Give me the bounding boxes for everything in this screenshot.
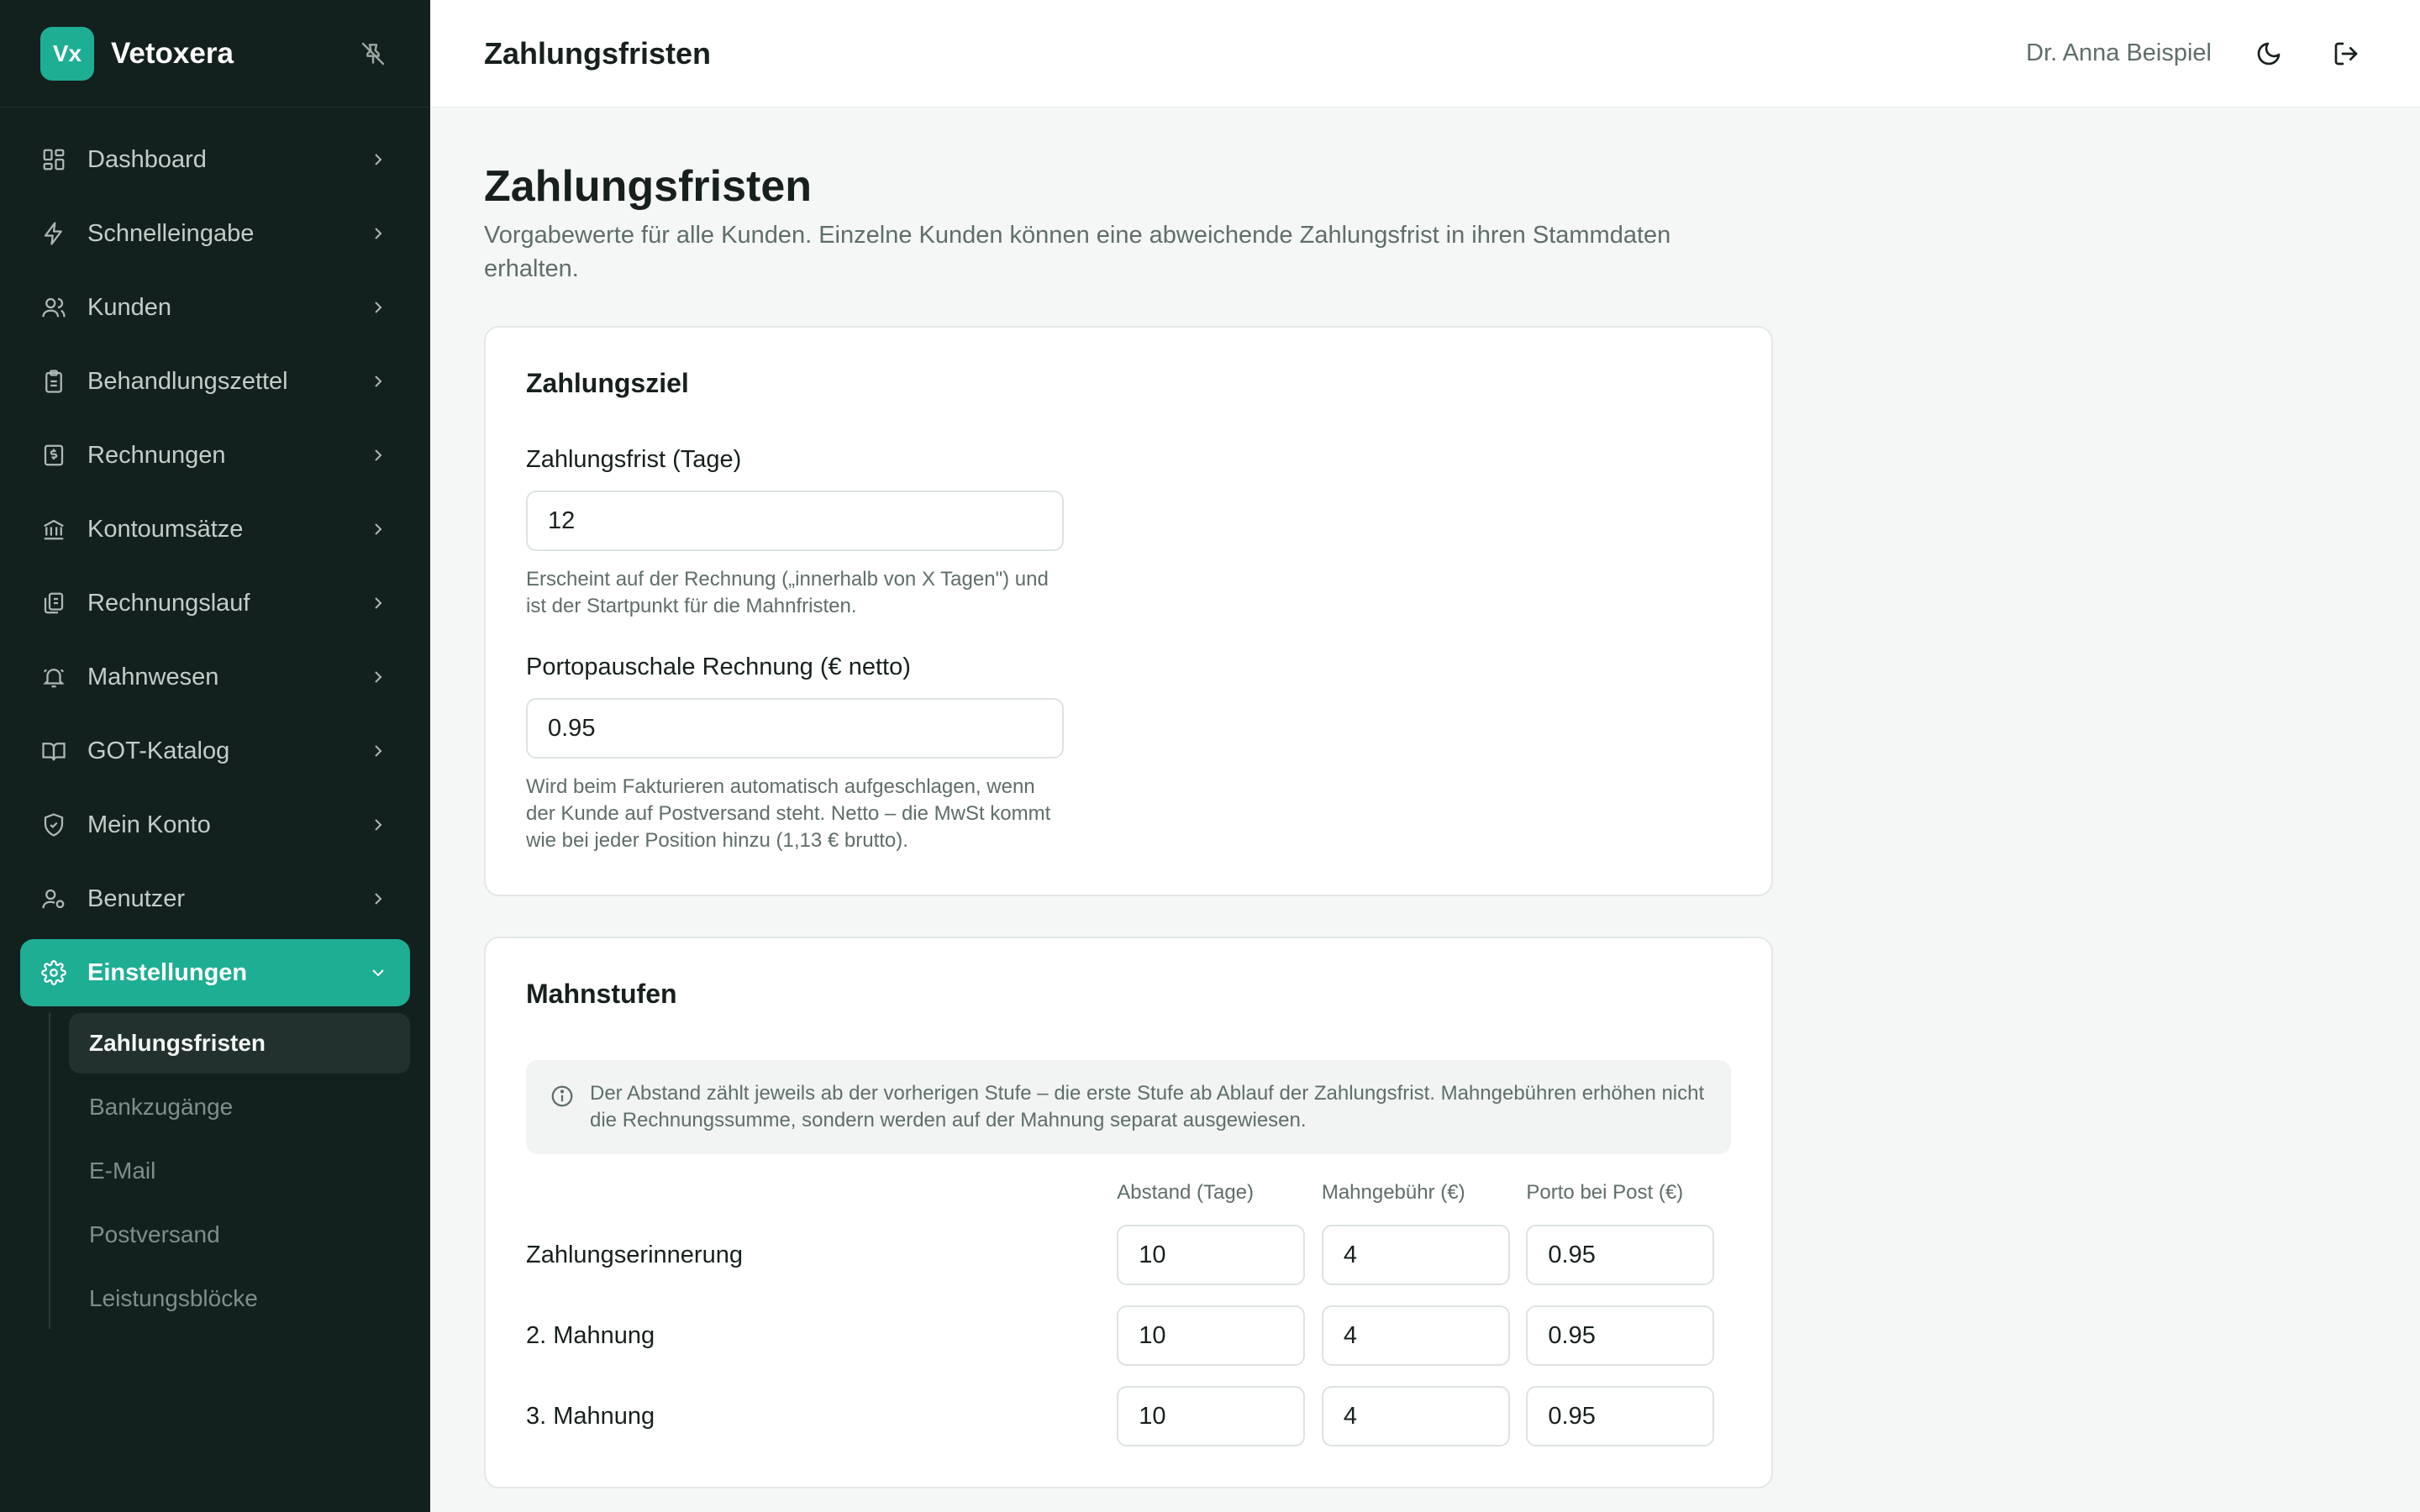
sidebar-item-label: Rechnungen <box>87 441 226 469</box>
sidebar-item-label: Behandlungszettel <box>87 367 288 395</box>
mahngebuehr-input[interactable] <box>1322 1305 1510 1366</box>
sidebar-item-label: Kontoumsätze <box>87 515 244 543</box>
table-header <box>526 1181 1731 1205</box>
book-icon <box>40 738 67 764</box>
user-name[interactable]: Dr. Anna Beispiel <box>2026 39 2212 66</box>
settings-subnav <box>49 1013 410 1329</box>
subnav-item-zahlungsfristen[interactable]: Zahlungsfristen <box>69 1013 410 1074</box>
info-box <box>526 1060 1731 1154</box>
zahlungsfrist-label: Zahlungsfrist (Tage) <box>526 446 742 473</box>
gear-icon <box>40 959 67 986</box>
chevron-right-icon <box>366 517 390 541</box>
sidebar <box>0 0 430 1512</box>
table-row <box>526 1386 1731 1446</box>
chevron-right-icon <box>366 296 390 319</box>
sidebar-item-schnelleingabe[interactable] <box>20 200 410 267</box>
page-title: Zahlungsfristen <box>484 162 813 211</box>
zahlungsfrist-input[interactable] <box>526 491 1064 551</box>
sidebar-item-kontoumsaetze[interactable] <box>20 496 410 563</box>
info-text: Der Abstand zählt jeweils ab der vorherigen Stufe – die erste Stufe ab Ablauf der Zahlungsfrist. Mahngebühren erhöhen nicht die Rechnungssumme, sondern werden auf der Mahnung separat ausgewiesen. <box>590 1082 1705 1131</box>
row-label: Zahlungserinnerung <box>526 1241 743 1268</box>
mahngebuehr-input[interactable] <box>1322 1225 1510 1285</box>
layout-grid-icon <box>40 146 67 173</box>
table-row <box>526 1305 1731 1366</box>
clipboard-icon <box>40 368 67 395</box>
chevron-right-icon <box>366 887 390 911</box>
porto-input[interactable] <box>1526 1386 1714 1446</box>
page-description: Vorgabewerte für alle Kunden. Einzelne Kunden können eine abweichende Zahlungsfrist in ihren Stammdaten erhalten. <box>484 222 1671 282</box>
topbar-title: Zahlungsfristen <box>484 35 712 71</box>
shield-icon <box>40 811 67 838</box>
abstand-input[interactable] <box>1117 1386 1305 1446</box>
table-row <box>526 1225 1731 1285</box>
sidebar-item-label: GOT-Katalog <box>87 737 230 764</box>
zahlungsfrist-hint: Erscheint auf der Rechnung („innerhalb von X Tagen") und ist der Startpunkt für die Mahnfristen. <box>526 568 1049 617</box>
chevron-right-icon <box>366 739 390 763</box>
column-header: Porto bei Post (€) <box>1526 1181 1684 1204</box>
sidebar-item-label: Rechnungslauf <box>87 589 250 617</box>
porto-input[interactable] <box>1526 1305 1714 1366</box>
sidebar-item-rechnungen[interactable] <box>20 422 410 489</box>
logout-icon[interactable] <box>2326 34 2366 74</box>
brand <box>0 0 430 108</box>
subnav-item-leistungsbloecke[interactable]: Leistungsblöcke <box>89 1285 258 1311</box>
sidebar-item-label: Mein Konto <box>87 811 211 838</box>
users-icon <box>40 294 67 321</box>
chevron-right-icon <box>366 665 390 689</box>
topbar <box>430 0 2420 108</box>
chevron-right-icon <box>366 370 390 393</box>
brand-logo[interactable]: Vx <box>40 27 94 81</box>
main-content <box>484 108 1778 1488</box>
chevron-right-icon <box>366 222 390 245</box>
sidebar-item-mein-konto[interactable] <box>20 791 410 858</box>
bell-icon <box>40 664 67 690</box>
subnav-item-email[interactable]: E-Mail <box>89 1158 156 1184</box>
sidebar-item-label: Schnelleingabe <box>87 219 255 247</box>
receipt-icon <box>40 442 67 469</box>
mahngebuehr-input[interactable] <box>1322 1386 1510 1446</box>
zap-icon <box>40 220 67 247</box>
card-title: Zahlungsziel <box>526 368 689 398</box>
abstand-input[interactable] <box>1117 1305 1305 1366</box>
sidebar-nav <box>0 108 430 1329</box>
sidebar-item-label: Einstellungen <box>87 958 248 986</box>
moon-icon[interactable] <box>2249 34 2289 74</box>
subnav-item-bankzugaenge[interactable]: Bankzugänge <box>89 1094 234 1120</box>
sidebar-item-label: Kunden <box>87 293 171 321</box>
sidebar-item-got-katalog[interactable] <box>20 717 410 785</box>
row-label: 2. Mahnung <box>526 1321 655 1349</box>
sidebar-item-label: Dashboard <box>87 145 207 173</box>
sidebar-item-kunden[interactable] <box>20 274 410 341</box>
sidebar-item-benutzer[interactable] <box>20 865 410 932</box>
card-title: Mahnstufen <box>526 979 677 1009</box>
portopauschale-hint: Wird beim Fakturieren automatisch aufgeschlagen, wenn der Kunde auf Postversand steht. Netto – die MwSt kommt wie bei jeder Position hinzu (1,13 € brutto). <box>526 775 1051 852</box>
sidebar-item-dashboard[interactable] <box>20 126 410 193</box>
sidebar-item-label: Mahnwesen <box>87 663 219 690</box>
info-icon <box>550 1084 576 1110</box>
chevron-right-icon <box>366 444 390 467</box>
user-cog-icon <box>40 885 67 912</box>
portopauschale-input[interactable] <box>526 698 1064 759</box>
sidebar-item-mahnwesen[interactable] <box>20 643 410 711</box>
column-header: Mahngebühr (€) <box>1321 1181 1465 1204</box>
chevron-right-icon <box>366 591 390 615</box>
portopauschale-label: Portopauschale Rechnung (€ netto) <box>526 654 911 680</box>
zahlungsziel-card <box>484 326 1773 896</box>
chevron-down-icon <box>366 961 390 984</box>
row-label: 3. Mahnung <box>526 1402 655 1430</box>
chevron-right-icon <box>366 813 390 837</box>
sidebar-item-einstellungen[interactable] <box>20 939 410 1006</box>
mahnstufen-card <box>484 937 1773 1488</box>
abstand-input[interactable] <box>1117 1225 1305 1285</box>
subnav-item-postversand[interactable]: Postversand <box>89 1221 220 1247</box>
sidebar-item-behandlungszettel[interactable] <box>20 348 410 415</box>
brand-name[interactable]: Vetoxera <box>111 36 234 70</box>
bank-icon <box>40 516 67 543</box>
files-icon <box>40 590 67 617</box>
sidebar-item-rechnungslauf[interactable] <box>20 570 410 637</box>
sidebar-item-label: Benutzer <box>87 885 186 912</box>
chevron-right-icon <box>366 148 390 171</box>
pin-off-icon[interactable] <box>356 37 390 71</box>
porto-input[interactable] <box>1526 1225 1714 1285</box>
column-header: Abstand (Tage) <box>1117 1181 1255 1204</box>
